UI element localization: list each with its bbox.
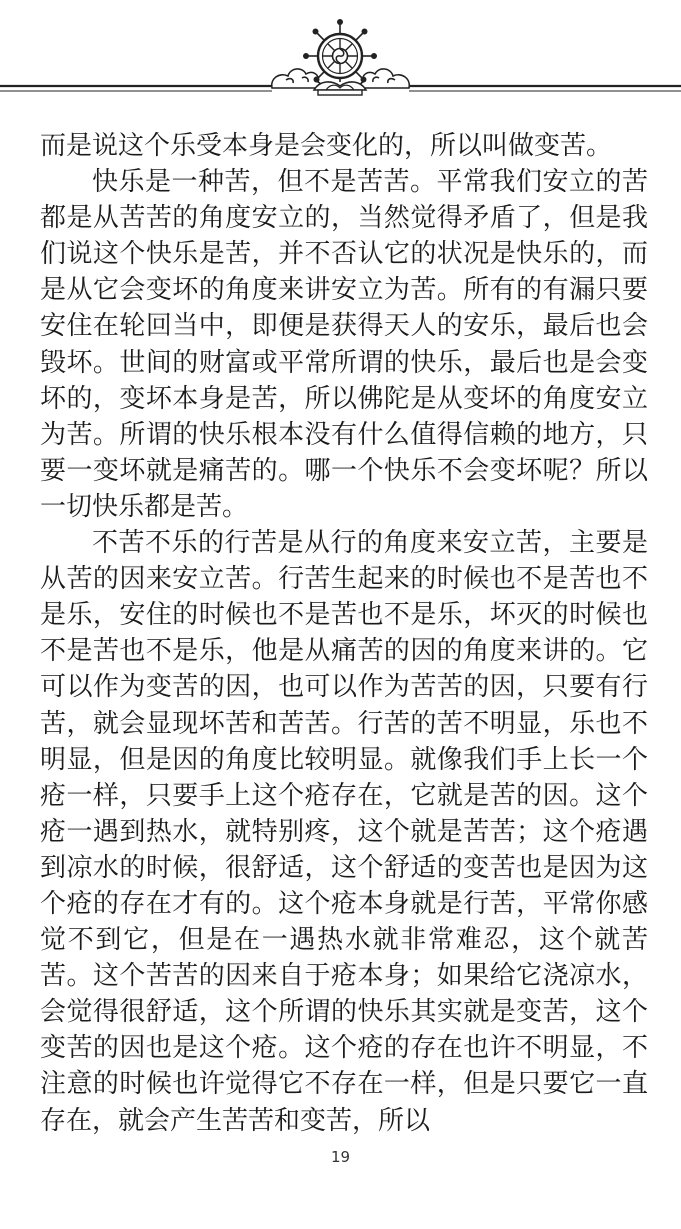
header-ornament [0, 0, 681, 110]
body-text [40, 128, 648, 1139]
paragraph-3: 不苦不乐的行苦是从行的角度来安立苦，主要是从苦的因来安立苦。行苦生起来的时候也不是苦也不是乐，安住的时候也不是苦也不是乐，坏灭的时候也不是苦也不是乐，他是从痛苦的因的角度来讲的。它可以作为变苦的因，也可以作为苦苦的因，只要有行苦，就会显现坏苦和苦苦。行苦的苦不明显，乐也不明显，但是因的角度比较明显。就像我们手上长一个疮一样，只要手上这个疮存在，它就是苦的因。这个疮一遇到热水，就特别疼，这个就是苦苦；这个疮遇到凉水的时候，很舒适，这个舒适的变苦也是因为这个疮的存在才有的。这个疮本身就是行苦，平常你感觉不到它，但是在一遇热水就非常难忍，这个就苦苦。这个苦苦的因来自于疮本身；如果给它浇凉水，会觉得很舒适，这个所谓的快乐其实就是变苦，这个变苦的因也是这个疮。这个疮的存在也许不明显，不注意的时候也许觉得它不存在一样，但是只要它一直存在，就会产生苦苦和变苦，所以 [40, 528, 648, 1136]
left-cloud-icon [272, 69, 321, 88]
page-number: 19 [330, 1148, 351, 1166]
paragraph-2: 快乐是一种苦，但不是苦苦。平常我们安立的苦都是从苦苦的角度安立的，当然觉得矛盾了，但是我们说这个快乐是苦，并不否认它的状况是快乐的，而是从它会变坏的角度来讲安立为苦。所有的有漏只要安住在轮回当中，即便是获得天人的安乐，最后也会毁坏。世间的财富或平常所谓的快乐，最后也是会变坏的，变坏本身是苦，所以佛陀是从变坏的角度安立为苦。所谓的快乐根本没有什么值得信赖的地方，只要一变坏就是痛苦的。哪一个快乐不会变坏呢？所以一切快乐都是苦。 [40, 167, 648, 522]
right-cloud-icon [360, 69, 409, 88]
paragraph-1: 而是说这个乐受本身是会变化的，所以叫做变苦。 [40, 131, 613, 161]
